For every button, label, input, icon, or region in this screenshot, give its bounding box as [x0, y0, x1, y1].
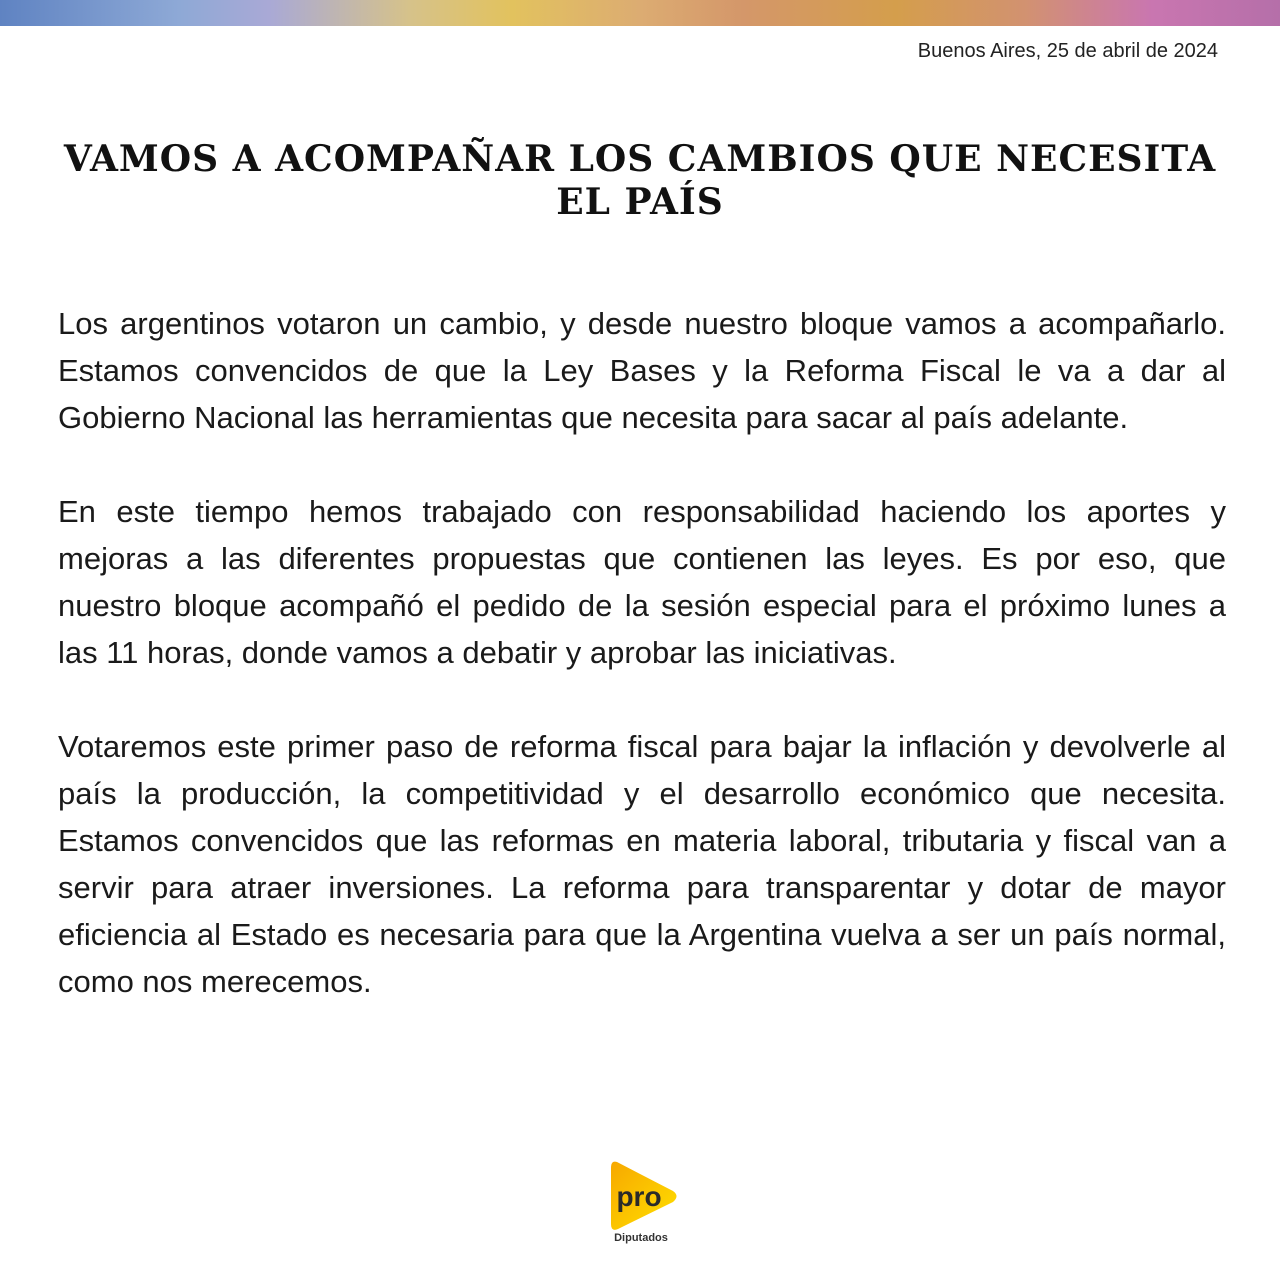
page-title: VAMOS A ACOMPAÑAR LOS CAMBIOS QUE NECESITA EL PAÍS: [63, 138, 1217, 223]
paragraph: En este tiempo hemos trabajado con responsabilidad haciendo los aportes y mejoras a las diferentes propuestas que contienen las leyes. Es por eso, que nuestro bloque acompañó el pedido de la sesión especial para el próximo lunes a las 11 horas, donde vamos a debatir y aprobar las iniciativas.: [58, 494, 1226, 670]
paragraph: Los argentinos votaron un cambio, y desde nuestro bloque vamos a acompañarlo. Estamos convencidos de que la Ley Bases y la Reforma Fiscal le va a dar al Gobierno Nacional las herramientas que necesita para sacar al país adelante.: [58, 306, 1226, 435]
gradient-banner: [0, 0, 1280, 26]
logo-mark-text: pro: [616, 1181, 662, 1212]
play-triangle-logo-icon: [603, 1158, 679, 1234]
statement-body: [58, 300, 1226, 1052]
paragraph: Votaremos este primer paso de reforma fiscal para bajar la inflación y devolverle al país la producción, la competitividad y el desarrollo económico que necesita. Estamos convencidos que las reformas en materia laboral, tributaria y fiscal van a servir para atraer inversiones. La reforma para transparentar y dotar de mayor eficiencia al Estado es necesaria para que la Argentina vuelva a ser un país normal, como nos merecemos.: [58, 729, 1226, 999]
date-line: Buenos Aires, 25 de abril de 2024: [917, 40, 1218, 62]
pro-diputados-logo: [596, 1158, 686, 1244]
logo-subtitle: Diputados: [614, 1232, 668, 1244]
